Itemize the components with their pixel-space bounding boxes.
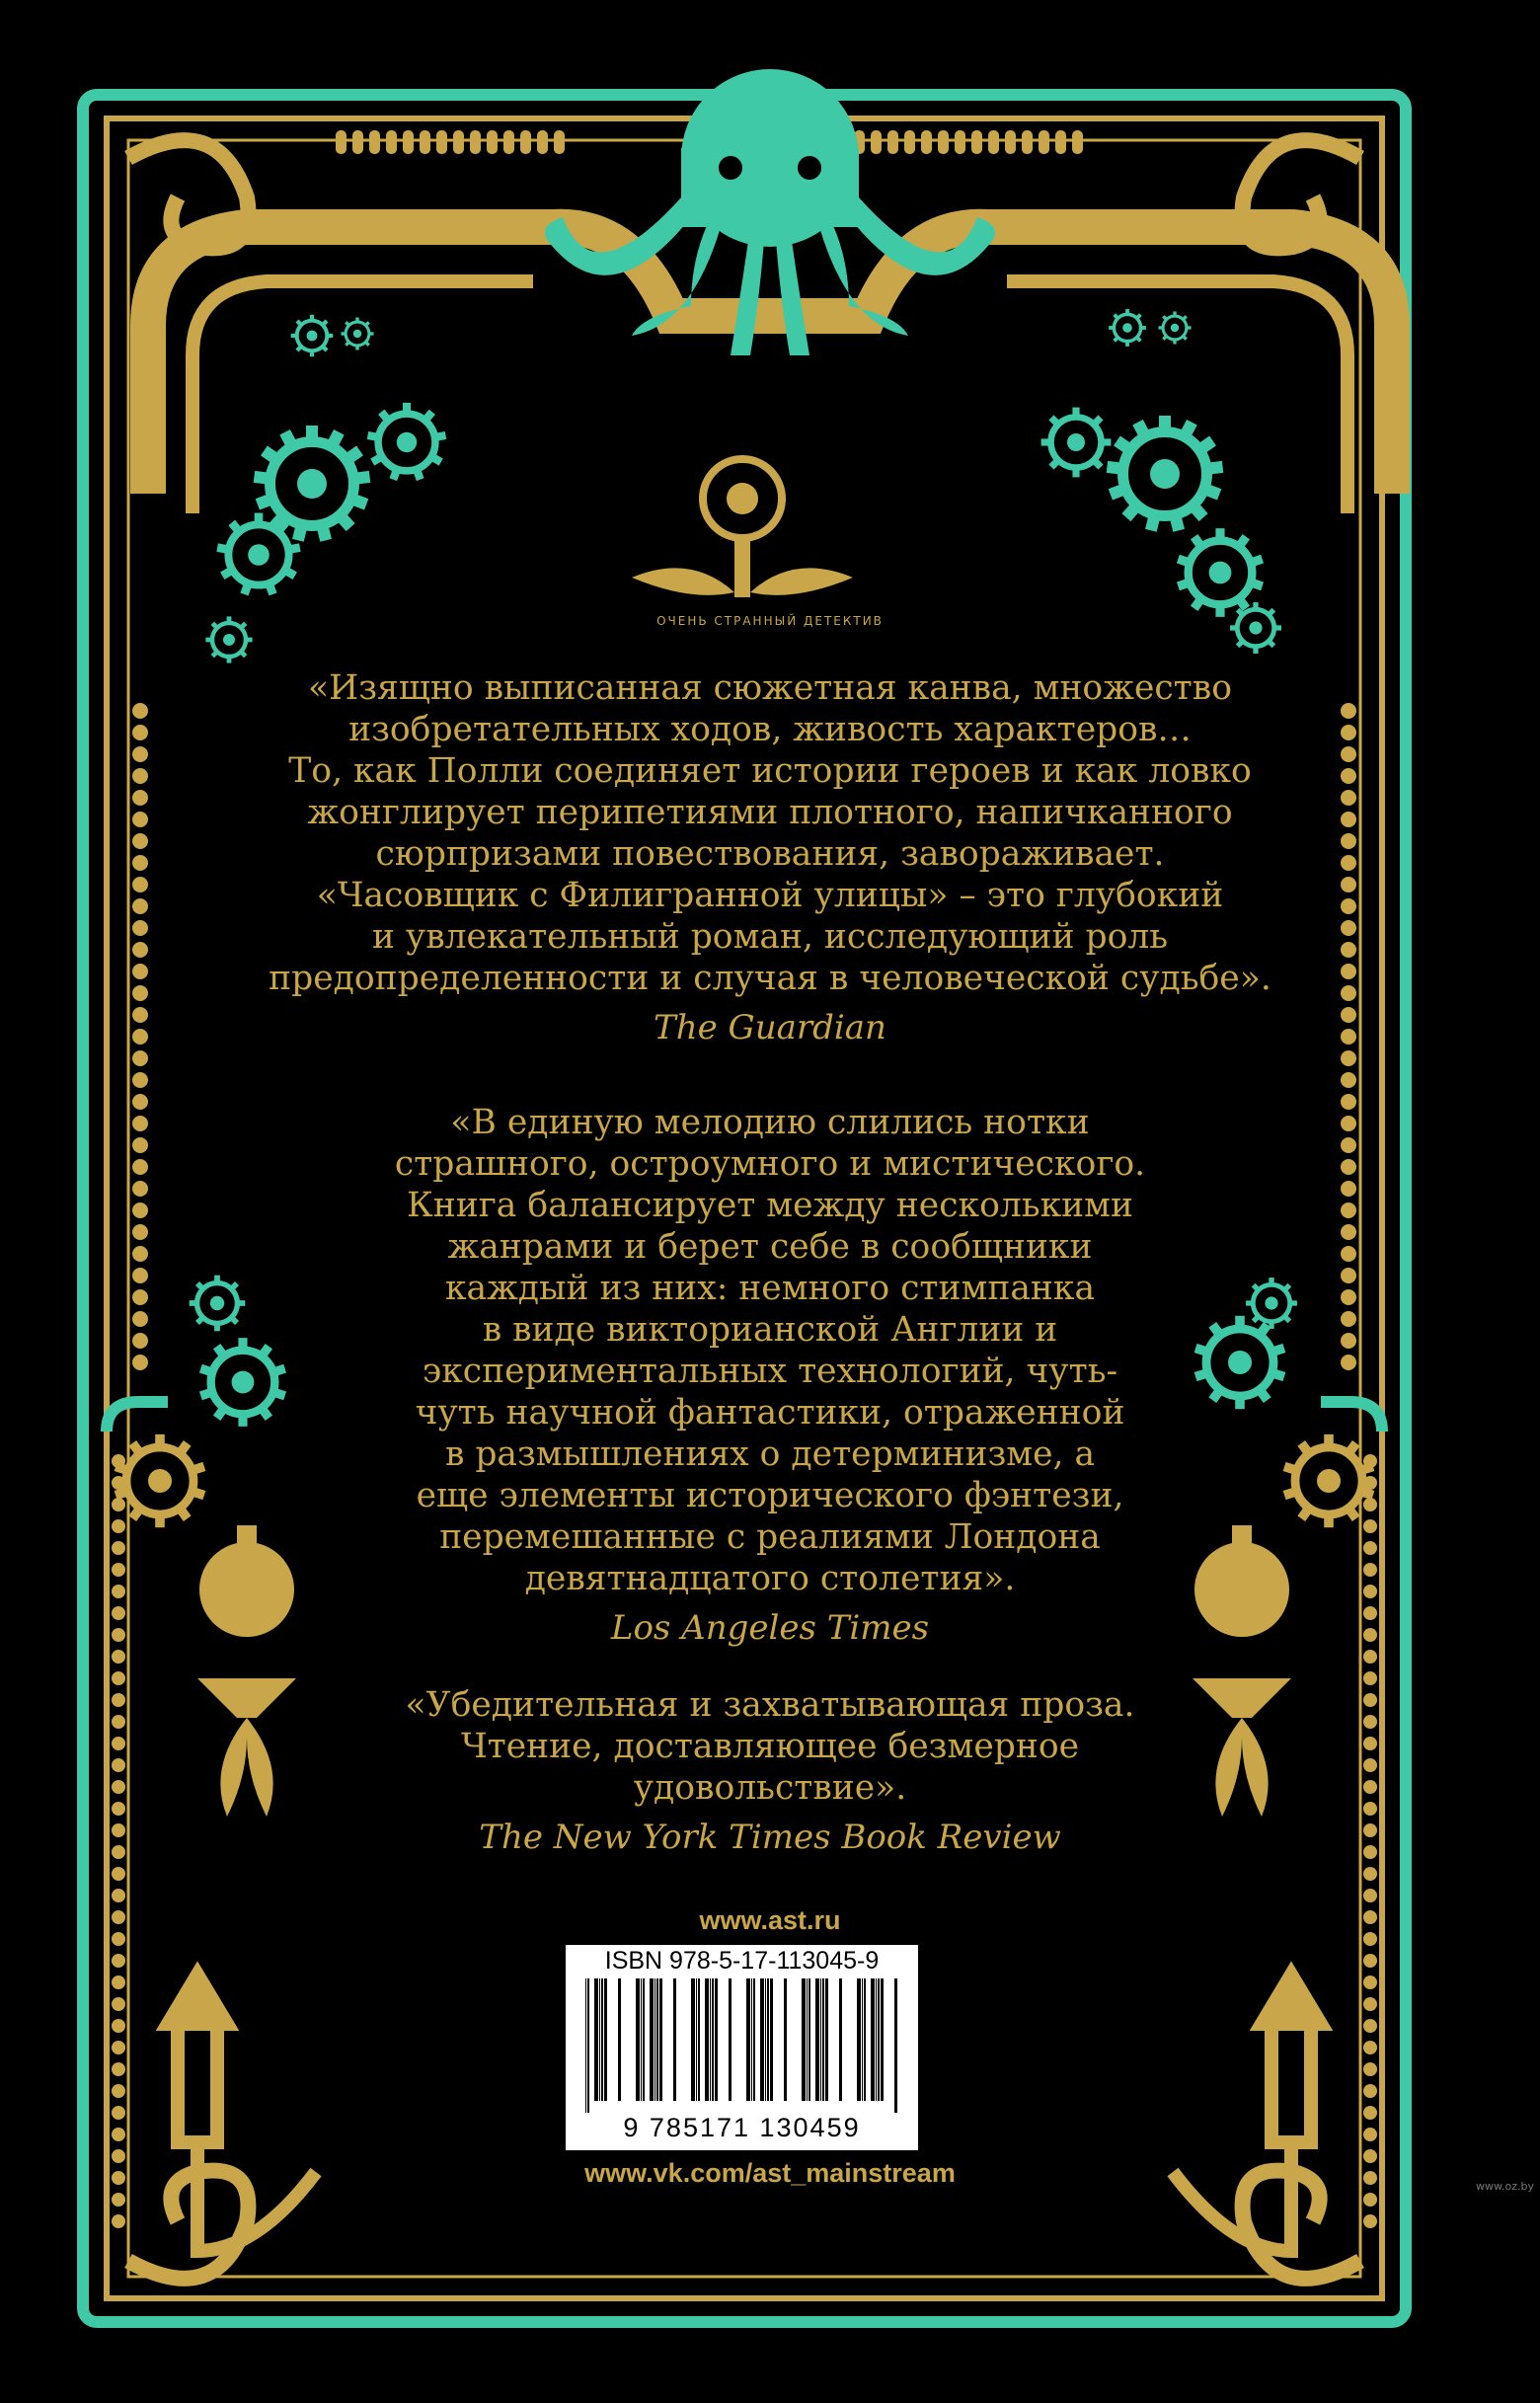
review-line: предопределенности и случая в человеческой судьбе». bbox=[269, 959, 1271, 998]
review-line: сюрпризами повествования, завораживает. bbox=[375, 834, 1165, 874]
review-text bbox=[237, 1684, 1303, 1809]
vk-link[interactable]: www.vk.com/ast_mainstream bbox=[584, 2158, 956, 2188]
review-guardian bbox=[237, 667, 1303, 1050]
review-line: каждый из них: немного стимпанка bbox=[444, 1269, 1096, 1308]
review-source: Los Angeles Times bbox=[610, 1608, 930, 1648]
publisher-website[interactable]: www.ast.ru bbox=[699, 1905, 841, 1935]
review-line: перемешанные с реалиями Лондона bbox=[439, 1517, 1101, 1557]
review-line: удовольствие». bbox=[633, 1768, 907, 1808]
review-line: в размышлениях о детерминизме, а bbox=[444, 1434, 1096, 1474]
corner-scroll-bottom-right bbox=[1243, 2171, 1360, 2279]
corner-scroll-bottom-left bbox=[128, 2171, 248, 2279]
review-source: The Guardian bbox=[654, 1008, 886, 1047]
review-line: Книга балансирует между несколькими bbox=[407, 1186, 1133, 1225]
review-line: страшного, остроумного и мистического. bbox=[394, 1144, 1146, 1184]
review-line: экспериментальных технологий, чуть- bbox=[422, 1352, 1118, 1391]
review-line: «Убедительная и захватывающая проза. bbox=[405, 1685, 1135, 1725]
review-text bbox=[237, 1102, 1303, 1599]
review-nyt bbox=[237, 1684, 1303, 1860]
eye-torch-icon bbox=[632, 459, 853, 597]
review-line: чуть научной фантастики, отраженной bbox=[415, 1393, 1125, 1433]
review-line: То, как Полли соединяет истории героев и как ловко bbox=[288, 751, 1252, 791]
review-line: «Часовщик с Филигранной улицы» – это глубокий bbox=[316, 876, 1224, 915]
barcode bbox=[581, 1978, 902, 2113]
review-line: жанрами и берет себе в сообщники bbox=[447, 1227, 1093, 1267]
review-line: Чтение, доставляющее безмерное bbox=[460, 1727, 1080, 1766]
barcode-digits: 9 785171 130459 bbox=[623, 2113, 861, 2142]
review-line: «В единую мелодию слились нотки bbox=[450, 1103, 1090, 1142]
review-line: «Изящно выписанная сюжетная канва, множество bbox=[308, 668, 1232, 708]
review-line: еще элементы исторического фэнтези, bbox=[416, 1476, 1124, 1515]
watermark: www.oz.by bbox=[1476, 2180, 1534, 2193]
review-line: девятнадцатого столетия». bbox=[524, 1559, 1016, 1598]
review-text bbox=[237, 667, 1303, 999]
review-source: The New York Times Book Review bbox=[479, 1818, 1061, 1857]
barcode-panel bbox=[566, 1945, 918, 2150]
review-line: и увлекательный роман, исследующий роль bbox=[371, 917, 1169, 957]
brand-label: ОЧЕНЬ СТРАННЫЙ ДЕТЕКТИВ bbox=[656, 614, 884, 628]
isbn-label: ISBN 978-5-17-113045-9 bbox=[604, 1947, 880, 1975]
review-line: жонглирует перипетиями плотного, напичканного bbox=[307, 793, 1233, 832]
review-line: изобретательных ходов, живость характеров… bbox=[348, 710, 1192, 749]
review-line: в виде викторианской Англии и bbox=[482, 1310, 1058, 1350]
review-la-times bbox=[237, 1102, 1303, 1651]
